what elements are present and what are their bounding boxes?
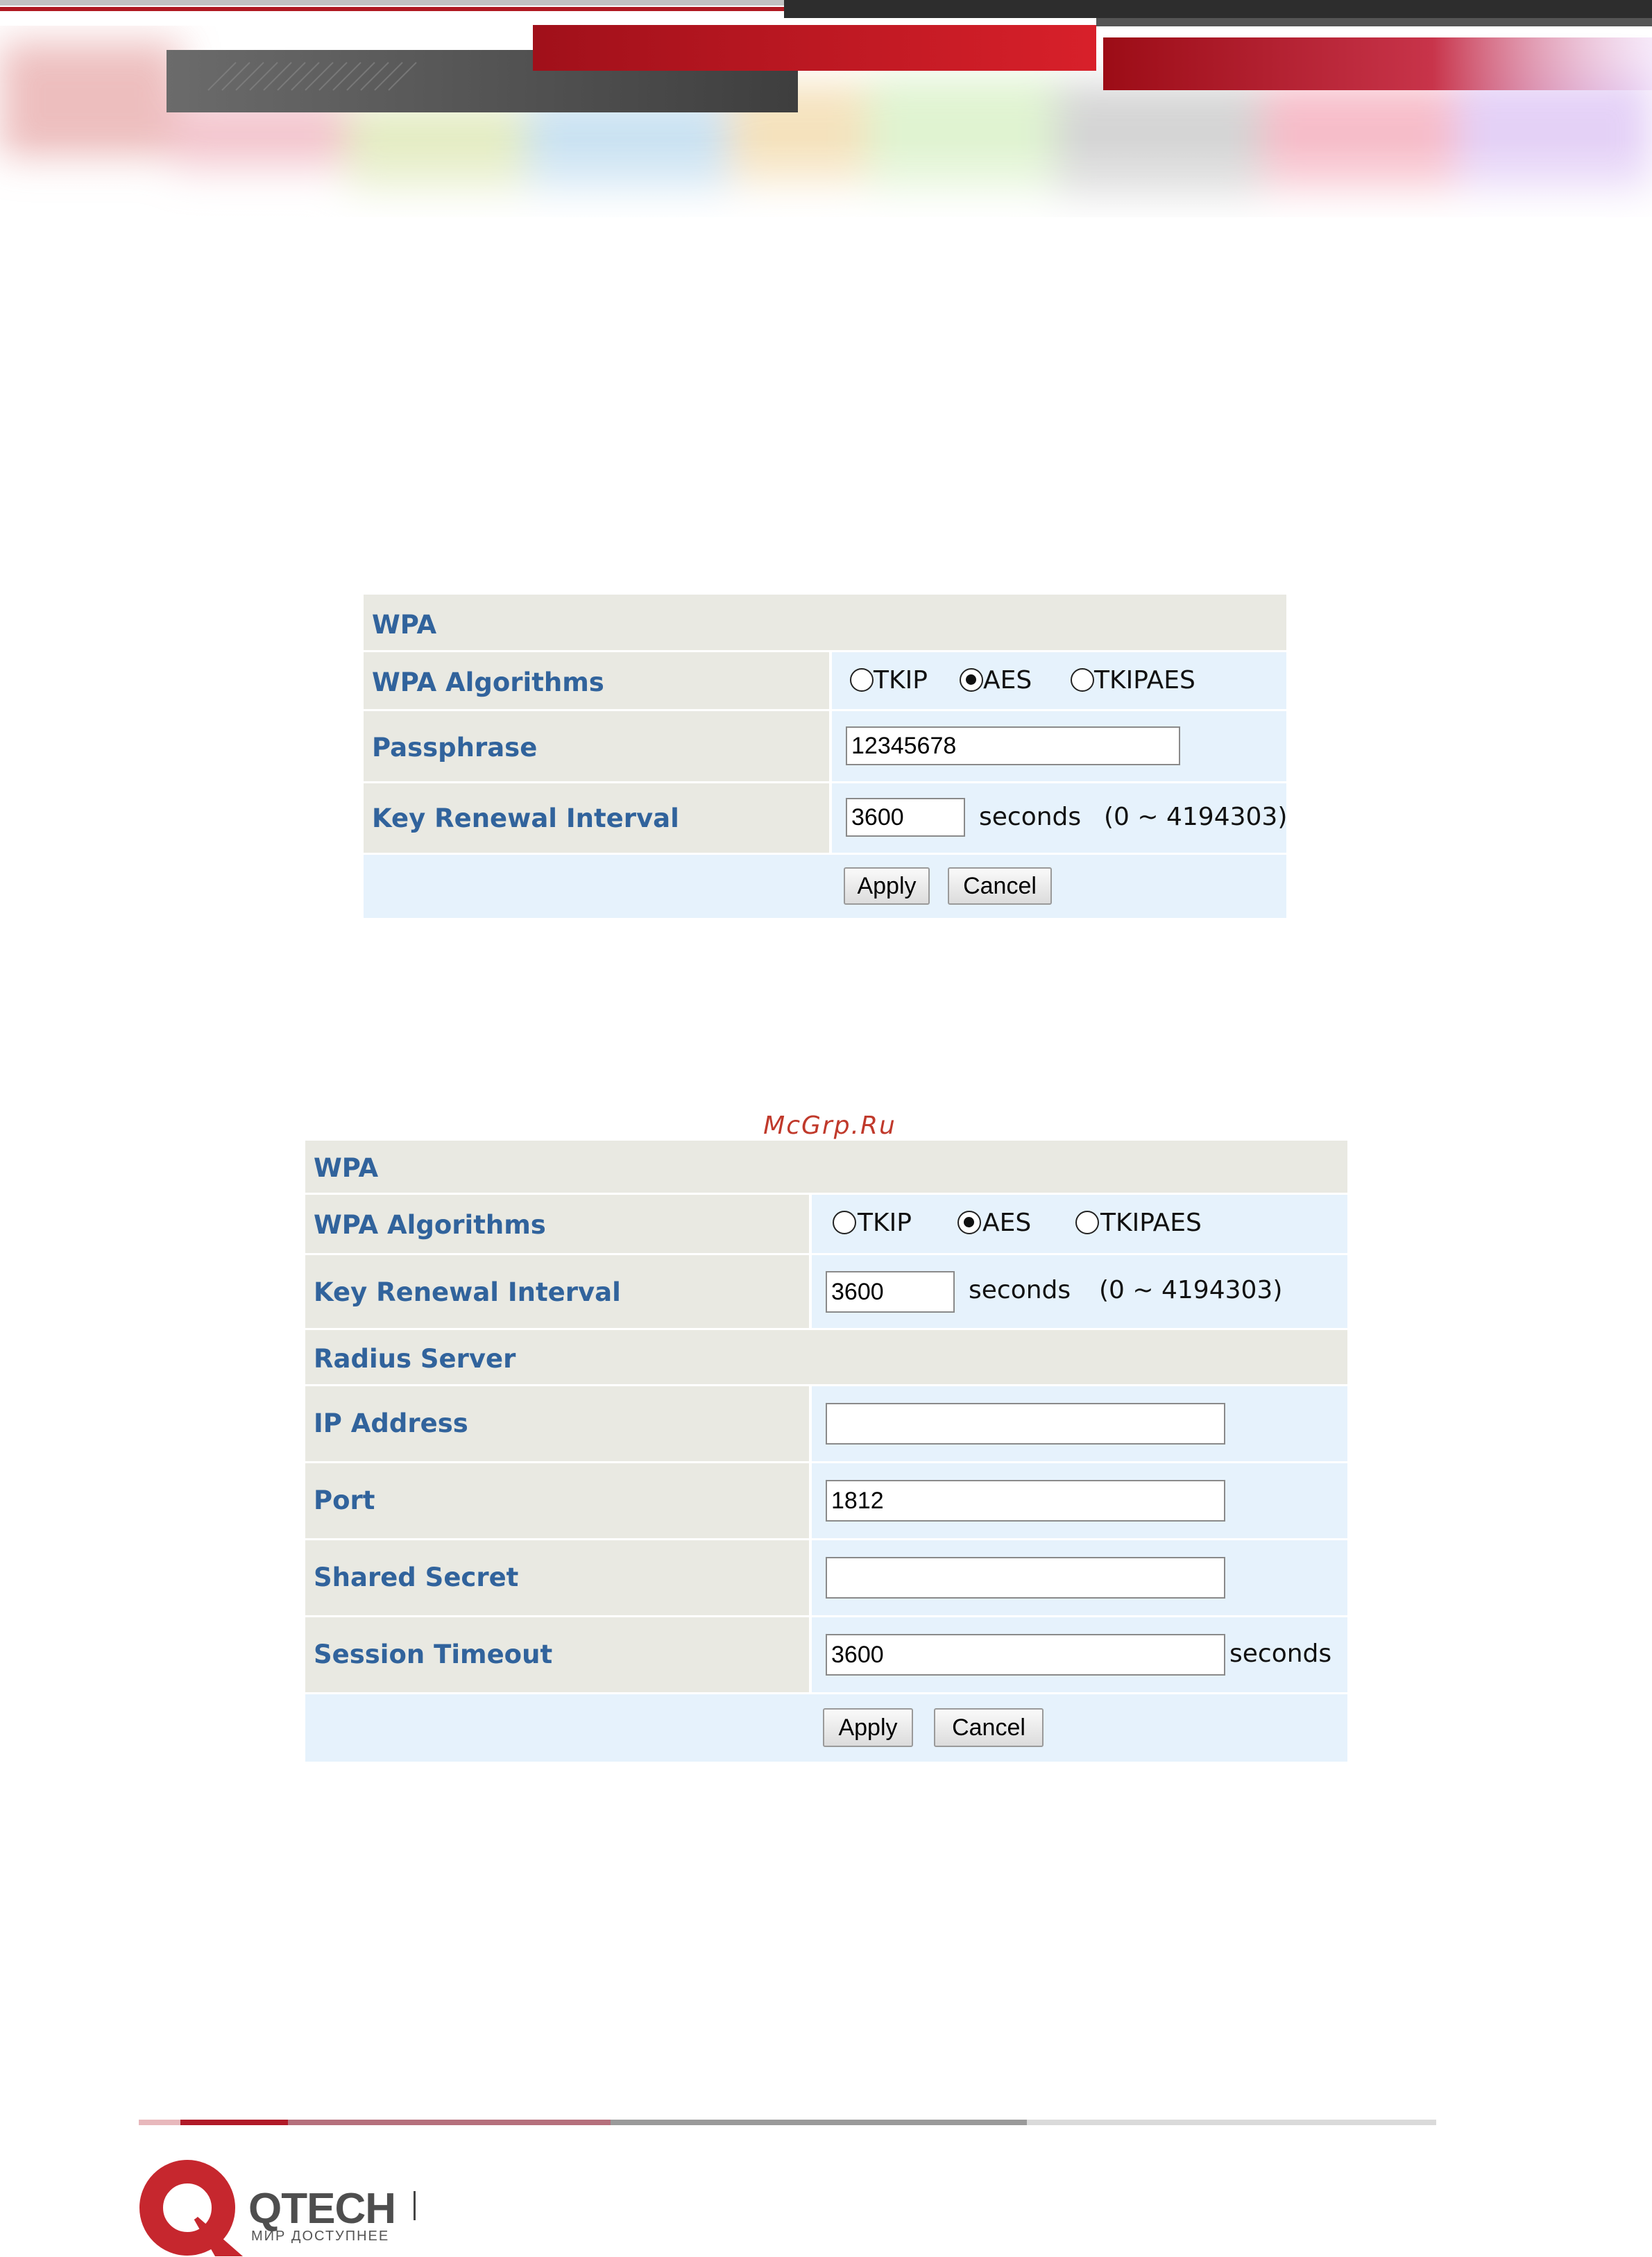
value-cell (812, 1386, 1347, 1461)
footer-divider (414, 2191, 416, 2220)
value-cell (832, 652, 1286, 709)
label-cell (305, 1255, 809, 1328)
value-cell (812, 1540, 1347, 1615)
wpa-algorithms-row (364, 652, 1286, 709)
shared-secret-label: Shared Secret (314, 1562, 519, 1592)
value-cell (832, 783, 1286, 853)
watermark-text: McGrp.Ru (763, 1112, 896, 1140)
radius-server-label: Radius Server (314, 1344, 516, 1374)
cancel-button[interactable]: Cancel (948, 867, 1052, 905)
radius-server-header (305, 1330, 1347, 1384)
wpa-algorithms-label: WPA Algorithms (314, 1210, 546, 1240)
shared-secret-input[interactable] (826, 1557, 1225, 1599)
brand-name: QTECH (248, 2185, 395, 2233)
panel1-button-row (364, 855, 1286, 918)
key-renewal-input[interactable]: 3600 (846, 798, 965, 837)
wpa-algorithms-row (305, 1195, 1347, 1253)
radio-tkip[interactable] (833, 1211, 856, 1234)
header-banner (0, 0, 1652, 278)
key-renewal-unit: seconds (979, 803, 1082, 831)
footer-rule (139, 2120, 1436, 2125)
port-row (305, 1463, 1347, 1538)
key-renewal-label: Key Renewal Interval (314, 1277, 621, 1307)
wpa-algorithms-label: WPA Algorithms (372, 667, 604, 697)
ip-address-input[interactable] (826, 1403, 1225, 1445)
ip-address-row (305, 1386, 1347, 1461)
panel2-button-row (305, 1694, 1347, 1762)
key-renewal-range: (0 ~ 4194303) (1099, 1276, 1283, 1304)
key-renewal-row (305, 1255, 1347, 1328)
port-input[interactable]: 1812 (826, 1480, 1225, 1522)
radio-aes[interactable] (960, 668, 983, 692)
key-renewal-row (364, 783, 1286, 853)
wpa-header-label: WPA (314, 1153, 379, 1183)
session-timeout-label: Session Timeout (314, 1639, 553, 1669)
radio-tkipaes[interactable] (1071, 668, 1094, 692)
label-cell (364, 652, 829, 709)
value-cell (812, 1195, 1347, 1253)
radio-tkip[interactable] (850, 668, 874, 692)
value-cell (832, 711, 1286, 781)
passphrase-row (364, 711, 1286, 781)
apply-button[interactable]: Apply (844, 867, 930, 905)
passphrase-input[interactable]: 12345678 (846, 726, 1180, 765)
wpa-section-header (364, 595, 1286, 650)
label-cell (305, 1617, 809, 1692)
option-tkip-label: TKIP (874, 666, 928, 695)
apply-button[interactable]: Apply (823, 1708, 913, 1747)
label-cell (305, 1195, 809, 1253)
option-tkip-label: TKIP (858, 1209, 912, 1237)
ip-address-label: IP Address (314, 1408, 468, 1438)
radio-tkipaes[interactable] (1075, 1211, 1099, 1234)
key-renewal-label: Key Renewal Interval (372, 803, 679, 833)
label-cell (364, 783, 829, 853)
passphrase-label: Passphrase (372, 733, 538, 763)
shared-secret-row (305, 1540, 1347, 1615)
value-cell (812, 1255, 1347, 1328)
value-cell (812, 1463, 1347, 1538)
option-tkipaes-label: TKIPAES (1100, 1209, 1202, 1237)
wpa-header-label: WPA (372, 610, 437, 640)
label-cell (305, 1540, 809, 1615)
key-renewal-input[interactable]: 3600 (826, 1271, 955, 1313)
label-cell (364, 711, 829, 781)
session-timeout-unit: seconds (1229, 1639, 1332, 1668)
cancel-button[interactable]: Cancel (934, 1708, 1044, 1747)
wpa-radius-settings-panel (305, 1141, 1347, 1762)
qtech-logo-icon (139, 2159, 243, 2256)
option-aes-label: AES (983, 666, 1032, 695)
value-cell (812, 1617, 1347, 1692)
wpa-section-header (305, 1141, 1347, 1193)
label-cell (305, 1386, 809, 1461)
wpa-settings-panel (364, 595, 1286, 918)
brand-tagline: МИР ДОСТУПНЕЕ (251, 2229, 390, 2244)
option-aes-label: AES (982, 1209, 1032, 1237)
radio-aes[interactable] (957, 1211, 981, 1234)
session-timeout-input[interactable]: 3600 (826, 1634, 1225, 1676)
option-tkipaes-label: TKIPAES (1094, 666, 1195, 695)
key-renewal-unit: seconds (969, 1276, 1071, 1304)
key-renewal-range: (0 ~ 4194303) (1104, 803, 1288, 831)
session-timeout-row (305, 1617, 1347, 1692)
label-cell (305, 1463, 809, 1538)
port-label: Port (314, 1485, 375, 1515)
